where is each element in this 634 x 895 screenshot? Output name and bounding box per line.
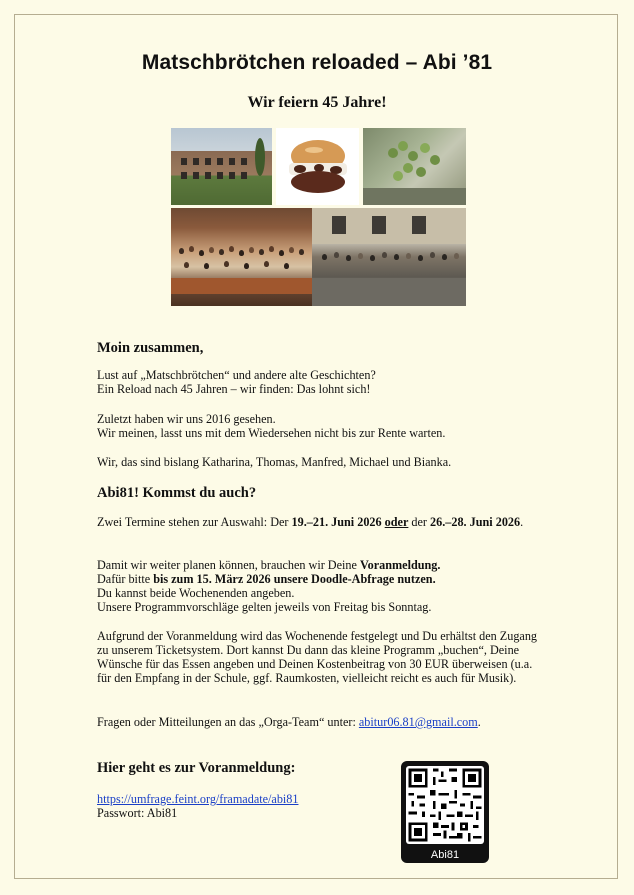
- contact-line: [97, 715, 537, 729]
- school-wall-mural-photo: [363, 128, 466, 205]
- registration-url[interactable]: https://umfrage.feint.org/framadate/abi81: [97, 792, 299, 806]
- qr-code-pattern: [406, 766, 484, 844]
- page-title: Matschbrötchen reloaded – Abi ’81: [141, 51, 493, 74]
- date-or: oder: [384, 515, 409, 529]
- date-option-1: 19.–21. Juni 2026: [291, 515, 382, 529]
- registration-password: Passwort: Abi81: [97, 806, 178, 820]
- intro-line-2: Ein Reload nach 45 Jahren – wir finden: Das lohnt sich!: [97, 382, 371, 396]
- intro-line-1: Lust auf „Matschbrötchen“ und andere alte Geschichten?: [97, 368, 376, 382]
- greeting-heading: Moin zusammen,: [97, 340, 204, 356]
- doodle-bold: bis zum 15. März 2026 unsere Doodle-Abfrage nutzen.: [153, 572, 436, 586]
- plan-prefix: Damit wir weiter planen können, brauchen wir Deine: [97, 558, 360, 572]
- qr-code-label: Abi81: [430, 849, 460, 861]
- registration-heading: Hier geht es zur Voranmeldung:: [97, 760, 296, 776]
- dates-paragraph: [97, 515, 537, 529]
- registration-url-link[interactable]: [97, 792, 377, 806]
- page-subtitle: Wir feiern 45 Jahre!: [247, 94, 387, 111]
- plan-line: [97, 558, 537, 572]
- contact-prefix: Fragen oder Mitteilungen an das „Orga-Team“ unter:: [97, 715, 359, 729]
- doodle-line: [97, 572, 537, 586]
- qr-code[interactable]: [401, 761, 489, 863]
- intro-line-5: Wir, das sind bislang Katharina, Thomas, Manfred, Michael und Bianka.: [97, 455, 452, 469]
- contact-suffix: .: [477, 715, 481, 729]
- doodle-prefix: Dafür bitte: [97, 572, 154, 586]
- program-line: Unsere Programmvorschläge gelten jeweils von Freitag bis Sonntag.: [97, 600, 432, 614]
- weekends-line: Du kannst beide Wochenenden angeben.: [97, 586, 295, 600]
- school-building-photo: [171, 128, 272, 205]
- plan-bold: Voranmeldung.: [359, 558, 441, 572]
- matschbroetchen-photo: [276, 128, 359, 205]
- ticket-paragraph: Aufgrund der Voranmeldung wird das Wochenende festgelegt und Du erhältst den Zugang zu unserem Ticketsystem. Dort kannst Du dann das kleine Programm „buchen“, Deine Wünsche für das Essen angeben und Deinen Kostenbeitrag von 30 EUR überweisen (u.a. für den Empfang in der Schule, ggf. Raumkosten, vielleicht reicht es auch für Musik).: [97, 629, 538, 685]
- intro-line-4: Wir meinen, lasst uns mit dem Wiedersehen nicht bis zur Rente warten.: [97, 426, 446, 440]
- dates-der: der: [408, 515, 431, 529]
- class-photo-1981: [171, 208, 312, 306]
- dates-prefix: Zwei Termine stehen zur Auswahl: Der: [97, 515, 292, 529]
- section-heading-abi81: Abi81! Kommst du auch?: [97, 485, 257, 501]
- date-option-2: 26.–28. Juni 2026: [430, 515, 521, 529]
- dates-suffix: .: [520, 515, 524, 529]
- contact-email-link[interactable]: abitur06.81@gmail.com: [358, 715, 478, 729]
- reunion-group-photo: [312, 208, 466, 306]
- intro-line-3: Zuletzt haben wir uns 2016 gesehen.: [97, 412, 276, 426]
